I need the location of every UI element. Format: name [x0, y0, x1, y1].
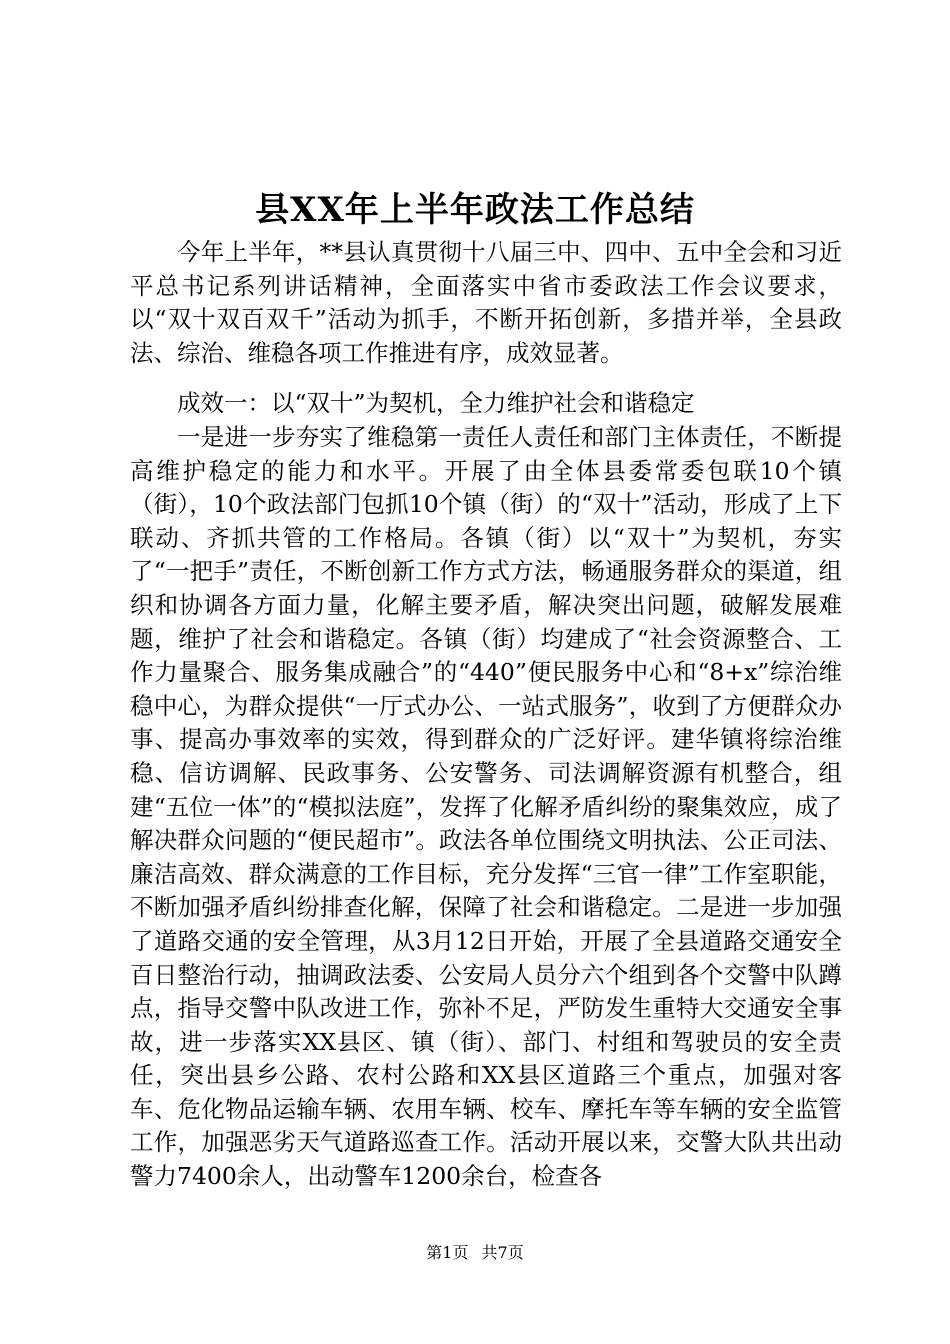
page-footer — [0, 1242, 950, 1264]
intro-paragraph: 今年上半年，**县认真贯彻十八届三中、四中、五中全会和习近平总书记系列讲话精神，全面落实中省市委政法工作会议要求，以“双十双百双千”活动为抓手，不断开拓创新，多措并举，全县政法、综治、维稳各项工作推进有序，成效显著。 — [130, 238, 842, 367]
body-paragraph: 一是进一步夯实了维稳第一责任人责任和部门主体责任，不断提高维护稳定的能力和水平。开展了由全体县委常委包联10个镇（街），10个政法部门包抓10个镇（街）的“双十”活动，形成了上下联动、齐抓共管的工作格局。各镇（街）以“双十”为契机，夯实了“一把手”责任，不断创新工作方式方法，畅通服务群众的渠道，组织和协调各方面力量，化解主要矛盾，解决突出问题，破解发展难题，维护了社会和谐稳定。各镇（街）均建成了“社会资源整合、工作力量聚合、服务集成融合”的“440”便民服务中心和“8+x”综治维稳中心，为群众提供“一厅式办公、一站式服务”，收到了方便群众办事、提高办事效率的实效，得到群众的广泛好评。建华镇将综治维稳、信访调解、民政事务、公安警务、司法调解资源有机整合，组建“五位一体”的“模拟法庭”，发挥了化解矛盾纠纷的聚集效应，成了解决群众问题的“便民超市”。政法各单位围绕文明执法、公正司法、廉洁高效、群众满意的工作目标，充分发挥“三官一律”工作室职能，不断加强矛盾纠纷排查化解，保障了社会和谐稳定。二是进一步加强了道路交通的安全管理，从3月12日开始，开展了全县道路交通安全百日整治行动，抽调政法委、公安局人员分六个组到各个交警中队蹲点，指导交警中队改进工作，弥补不足，严防发生重特大交通安全事故，进一步落实XX县区、镇（街）、部门、村组和驾驶员的安全责任，突出县乡公路、农村公路和XX县区道路三个重点，加强对客车、危化物品运输车辆、农用车辆、校车、摩托车等车辆的安全监管工作，加强恶劣天气道路巡查工作。活动开展以来，交警大队共出动警力7400余人，出动警车1200余台，检查各 — [130, 423, 842, 1191]
section-heading: 成效一：以“双十”为契机，全力维护社会和谐稳定 — [177, 389, 695, 417]
page-number: 第1页 — [426, 1243, 469, 1262]
page-total: 共7页 — [481, 1243, 524, 1262]
document-title: 县XX年上半年政法工作总结 — [255, 190, 695, 230]
